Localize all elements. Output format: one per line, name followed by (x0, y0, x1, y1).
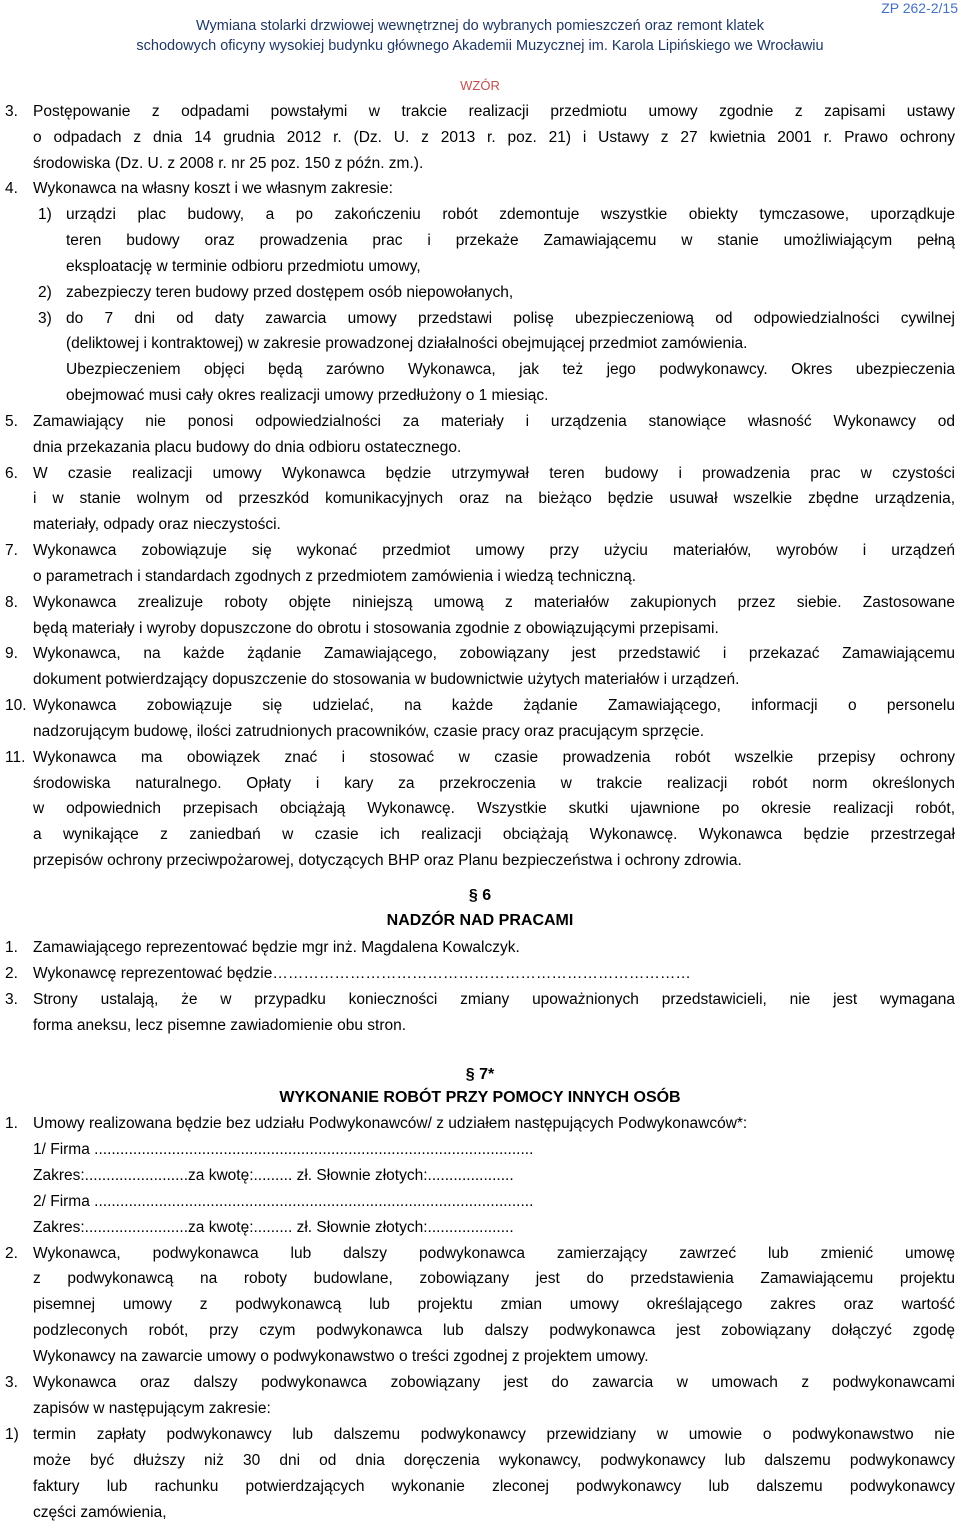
line-text: o odpadach z dnia 14 grudnia 2012 r. (Dz. U. z 2013 r. poz. 21) i Ustawy z 27 kwietnia 2001 r. Prawo ochrony (33, 128, 955, 146)
item-number: 5. (5, 412, 18, 430)
item-number: 3. (5, 1374, 18, 1391)
line-text: eksploatację w terminie odbioru przedmiotu umowy, (66, 257, 421, 275)
section-title: NADZÓR NAD PRACAMI (386, 912, 574, 929)
header-line-2: schodowych oficyny wysokiej budynku głównego Akademii Muzycznej im. Karola Lipińskiego we Wrocławiu (136, 38, 824, 54)
line-text: do 7 dni od daty zawarcia umowy przedstawi polisę ubezpieczeniową od odpowiedzialności cywilnej (66, 309, 955, 327)
line-text: Postępowanie z odpadami powstałymi w trakcie realizacji przedmiotu umowy zgodnie z zapisami ustawy (33, 103, 955, 120)
section-number: § 7* (465, 1066, 495, 1083)
line-text: Wykonawca zrealizuje roboty objęte niniejszą umową z materiałów zakupionych przez siebie. Zastosowane (33, 593, 955, 611)
line-text: Wykonawca oraz dalszy podwykonawca zobowiązany jest do zawarcia w umowach z podwykonawcami (33, 1374, 955, 1391)
line-text: W czasie realizacji umowy Wykonawca będzie utrzymywał teren budowy i prowadzenia prac w czystości (33, 464, 955, 482)
item-number: 1) (38, 206, 52, 224)
item-number: 7. (5, 542, 18, 560)
item-number: 2. (5, 965, 18, 982)
item-number: 1) (5, 1425, 19, 1443)
line-text: faktury lub rachunku potwierdzających wykonanie zleconej podwykonawcy lub dalszemu podwykonawcy (33, 1477, 955, 1495)
line-text: teren budowy oraz prowadzenia prac i przekaże Zamawiającemu w stanie umożliwiającym pełną (66, 232, 955, 250)
line-text: zabezpieczy teren budowy przed dostępem osób niepowołanych, (66, 283, 514, 301)
line-text: może być dłuższy niż 30 dni od dnia doręczenia wykonawcy, podwykonawcy lub dalszemu podwykonawcy (33, 1451, 955, 1469)
line-text: dokument potwierdzający dopuszczenie do stosowania w budownictwie użytych materiałów i urządzeń. (33, 671, 740, 689)
line-text: Wykonawca zobowiązuje się wykonać przedmiot umowy przy użyciu materiałów, wyrobów i urządzeń (33, 542, 955, 560)
line-text: Umowy realizowana będzie bez udziału Podwykonawców/ z udziałem następujących Podwykonawców*: (33, 1115, 748, 1132)
header-line-1: Wymiana stolarki drzwiowej wewnętrznej do wybranych pomieszczeń oraz remont klatek (195, 18, 764, 34)
item-number: 6. (5, 464, 18, 482)
line-text: Zamawiający nie ponosi odpowiedzialności za materiały i urządzenia stanowiące własność Wykonawcy od (33, 412, 955, 430)
line-text: pisemnej umowy z podwykonawcą lub projektu zmian umowy określającego zakres oraz wartość (33, 1296, 955, 1314)
line-text: materiały, odpady oraz nieczystości. (33, 516, 281, 534)
watermark: WZÓR (460, 78, 500, 93)
line-text: z podwykonawcą na roboty budowlane, zobowiązany jest do przedstawienia Zamawiającemu projektu (33, 1270, 955, 1288)
item-number: 3. (5, 103, 18, 120)
line-text: urządzi plac budowy, a po zakończeniu robót zdemontuje wszystkie obiekty tymczasowe, uporządkuje (66, 206, 955, 224)
line-text: 2/ Firma ...................................................................................................... (33, 1192, 534, 1210)
line-text: forma aneksu, lecz pisemne zawiadomienie obu stron. (33, 1017, 407, 1034)
line-text: Wykonawca na własny koszt i we własnym zakresie: (33, 180, 393, 198)
line-text: Zakres:........................za kwotę:......... zł. Słownie złotych:.................... (33, 1218, 514, 1236)
line-text: Wykonawcy na zawarcie umowy o podwykonawstwo o treści zgodnej z projektem umowy. (33, 1348, 649, 1366)
line-text: w odpowiednich przepisach obciążają Wykonawcę. Wszystkie skutki ujawnione po okresie realizacji robót, (33, 800, 955, 818)
item-number: 1. (5, 939, 18, 956)
item-number: 3) (38, 309, 52, 327)
item-number: 8. (5, 593, 18, 611)
line-text: Wykonawcę reprezentować będzie……………………………………………………………………… (33, 965, 691, 982)
line-text: i w stanie wolnym od przeszkód komunikacyjnych oraz na bieżąco będzie usuwał wszelkie zbędne urządzenia, (33, 490, 955, 508)
line-text: będą materiały i wyroby dopuszczone do obrotu i stosowania zgodnie z obowiązującymi przepisami. (33, 619, 719, 637)
item-number: 1. (5, 1115, 18, 1132)
line-text: (deliktowej i kontraktowej) w zakresie prowadzonej działalności obejmującej przedmiot zamówienia. (66, 335, 748, 353)
item-number: 10. (5, 697, 27, 715)
line-text: o parametrach i standardach zgodnych z przedmiotem zamówienia i wiedzą techniczną. (33, 567, 637, 585)
page-id: ZP 262-2/15 (881, 0, 958, 16)
line-text: Zakres:........................za kwotę:......... zł. Słownie złotych:.................... (33, 1166, 514, 1184)
line-text: dnia przekazania placu budowy do dnia odbioru ostatecznego. (33, 438, 462, 456)
line-text: a wynikające z zaniedbań w czasie ich realizacji obciążają Wykonawcę. Wykonawca będzie przestrzegał (33, 826, 955, 844)
item-number: 2. (5, 1244, 18, 1262)
line-text: Wykonawca, na każde żądanie Zamawiającego, zobowiązany jest przedstawić i przekazać Zamawiającemu (33, 645, 955, 663)
line-text: środowiska (Dz. U. z 2008 r. nr 25 poz. 150 z późn. zm.). (33, 154, 424, 172)
item-number: 2) (38, 283, 52, 301)
line-text: przepisów ochrony przeciwpożarowej, dotyczących BHP oraz Planu bezpieczeństwa i ochrony zdrowia. (33, 852, 742, 870)
item-number: 9. (5, 645, 18, 663)
section-number: § 6 (468, 887, 492, 904)
line-text: 1/ Firma ...................................................................................................... (33, 1140, 534, 1158)
line-text: Ubezpieczeniem objęci będą zarówno Wykonawca, jak też jego podwykonawcy. Okres ubezpieczenia (66, 361, 955, 379)
line-text: Wykonawca ma obowiązek znać i stosować w czasie prowadzenia robót wszelkie przepisy ochrony (33, 748, 955, 766)
item-number: 3. (5, 991, 18, 1008)
line-text: zapisów w następującym zakresie: (33, 1399, 271, 1417)
line-text: nadzorującym budowę, ilości zatrudnionych pracowników, czasie pracy oraz pracującym sprzęcie. (33, 722, 705, 740)
line-text: Strony ustalają, że w przypadku konieczności zmiany upoważnionych przedstawicieli, nie jest wymagana (33, 991, 955, 1008)
line-text: części zamówienia, (33, 1503, 167, 1521)
line-text: podzleconych robót, przy czym podwykonawca lub dalszy podwykonawca jest zobowiązany dołączyć zgodę (33, 1322, 955, 1340)
item-number: 4. (5, 180, 18, 198)
line-text: Wykonawca, podwykonawca lub dalszy podwykonawca zamierzający zawrzeć lub zmienić umowę (33, 1244, 955, 1262)
item-number: 11. (5, 748, 26, 766)
line-text: Zamawiającego reprezentować będzie mgr inż. Magdalena Kowalczyk. (33, 939, 520, 956)
line-text: obejmować musi cały okres realizacji umowy przedłużony o 1 miesiąc. (66, 387, 549, 405)
section-title: WYKONANIE ROBÓT PRZY POMOCY INNYCH OSÓB (279, 1089, 681, 1106)
line-text: termin zapłaty podwykonawcy lub dalszemu podwykonawcy przewidziany w umowie o podwykonawstwo nie (33, 1425, 955, 1443)
line-text: Wykonawca zobowiązuje się udzielać, na każde żądanie Zamawiającego, informacji o personelu (33, 697, 955, 715)
line-text: środowiska naturalnego. Opłaty i kary za przekroczenia w trakcie realizacji robót norm określonych (33, 774, 955, 792)
